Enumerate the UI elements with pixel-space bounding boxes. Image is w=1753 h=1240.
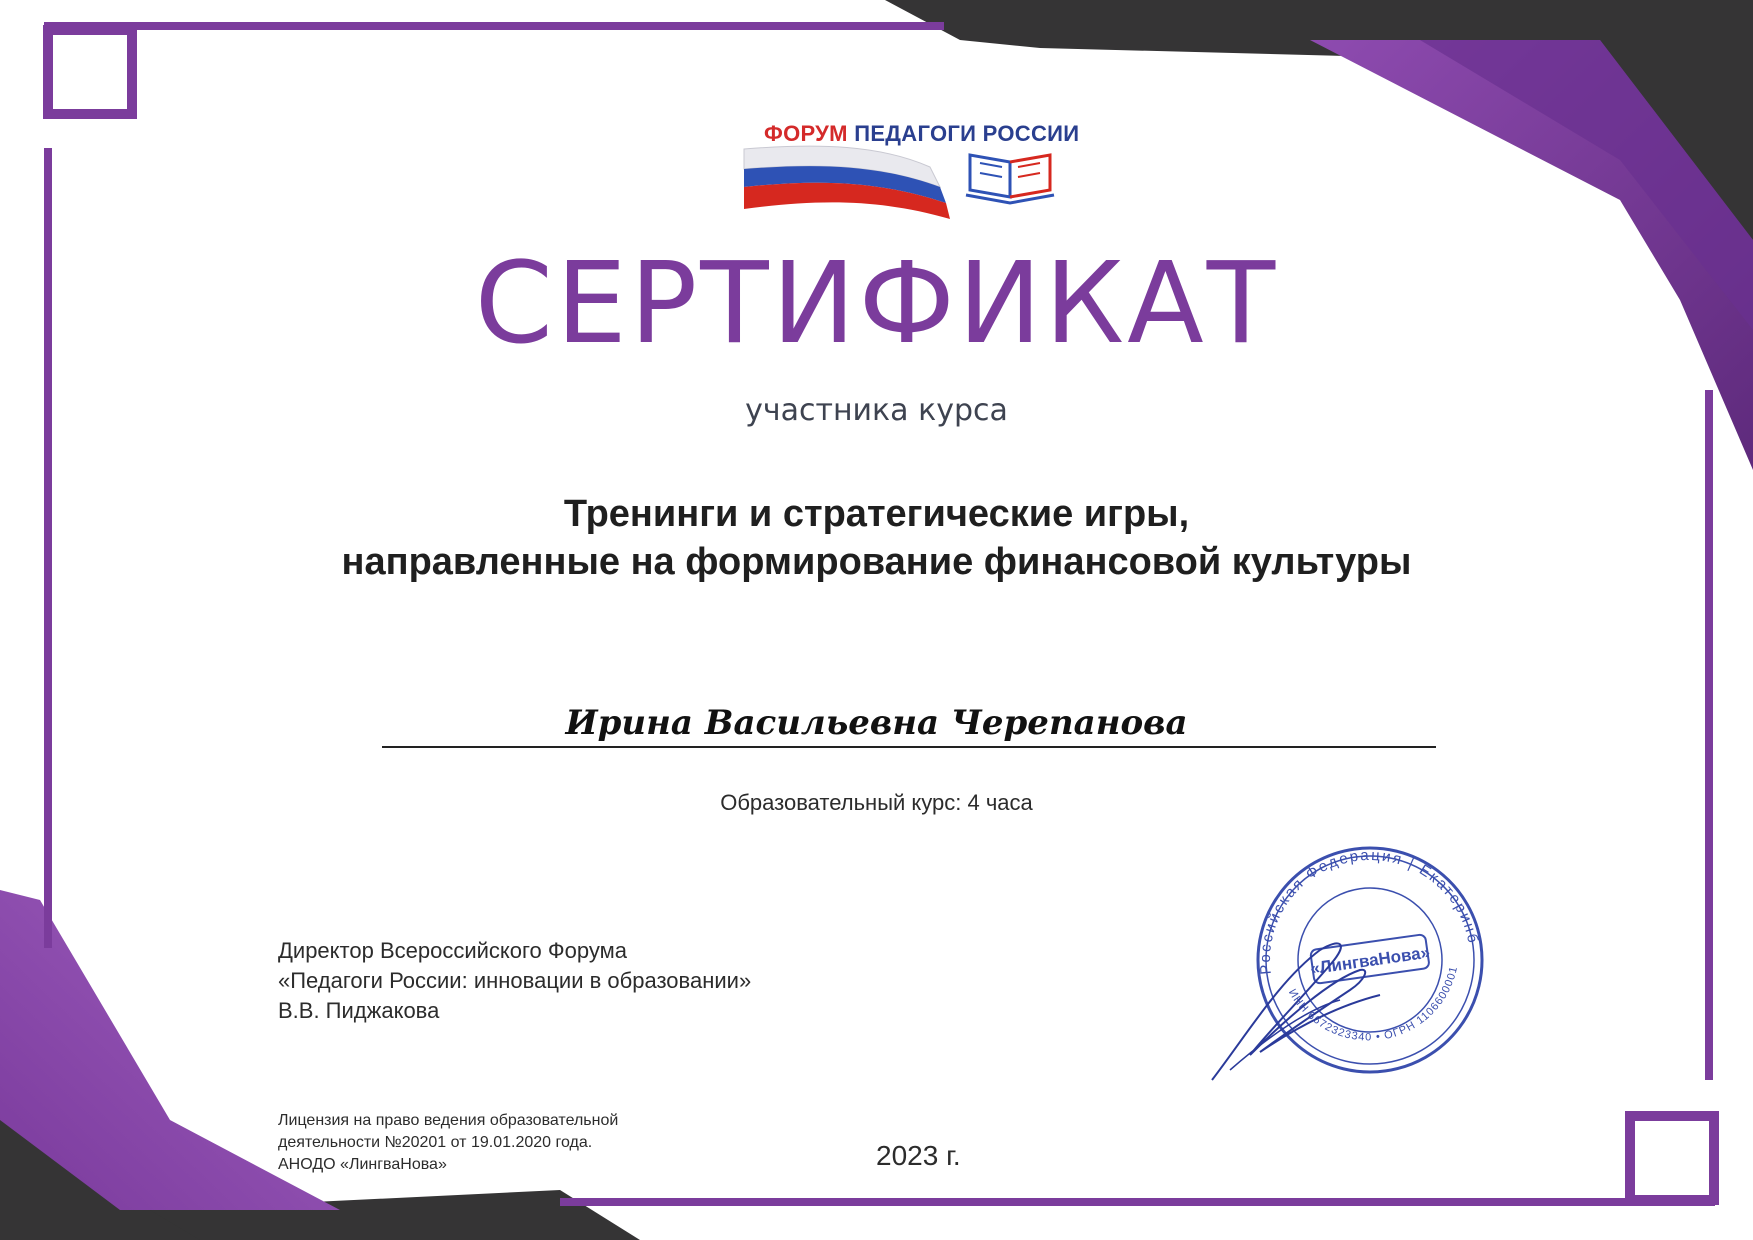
- name-underline: [382, 746, 1436, 748]
- director-line-1: Директор Всероссийского Форума: [278, 938, 627, 963]
- course-title-line-1: Тренинги и стратегические игры,: [563, 493, 1190, 535]
- license-block: [278, 1110, 618, 1176]
- course-title-line-2: направленные на формирование финансовой культуры: [341, 541, 1412, 583]
- forum-logo: [740, 115, 1080, 225]
- certificate-subtitle: участника курса: [745, 393, 1008, 428]
- license-line-3: АНОДО «ЛингваНова»: [278, 1156, 447, 1173]
- recipient-name: Ирина Васильевна Черепанова: [565, 703, 1188, 743]
- license-line-1: Лицензия на право ведения образовательной: [278, 1112, 619, 1129]
- corner-square-bottom-right: [1630, 1116, 1714, 1200]
- director-line-2: «Педагоги России: инновации в образовании»: [278, 968, 752, 993]
- logo-word-pedagogi: ПЕДАГОГИ РОССИИ: [854, 121, 1080, 146]
- corner-square-top-left: [48, 30, 132, 114]
- logo-text: [764, 121, 1079, 147]
- svg-text:ИНН 6672323340 • ОГРН 11066000: ИНН 6672323340 • ОГРН 1106600001136: [1285, 965, 1461, 1044]
- course-title: [0, 490, 1753, 586]
- frame-top: [44, 22, 944, 30]
- certificate-year: 2023 г.: [876, 1140, 961, 1171]
- svg-text:Российская Федерация | Екатери: Российская Федерация | Екатеринбург: [1256, 846, 1482, 976]
- official-stamp: [1190, 830, 1530, 1090]
- license-line-2: деятельности №20201 от 19.01.2020 года.: [278, 1134, 593, 1151]
- director-block: [278, 936, 751, 1026]
- director-name: В.В. Пиджакова: [278, 998, 440, 1023]
- svg-text:«ЛингваНова»: «ЛингваНова»: [1308, 942, 1432, 979]
- stamp-seal: [1190, 830, 1498, 1090]
- frame-bottom: [560, 1198, 1715, 1206]
- course-duration: Образовательный курс: 4 часа: [720, 790, 1033, 815]
- certificate-title: СЕРТИФИКАТ: [474, 239, 1279, 369]
- logo-word-forum: ФОРУМ: [764, 121, 848, 146]
